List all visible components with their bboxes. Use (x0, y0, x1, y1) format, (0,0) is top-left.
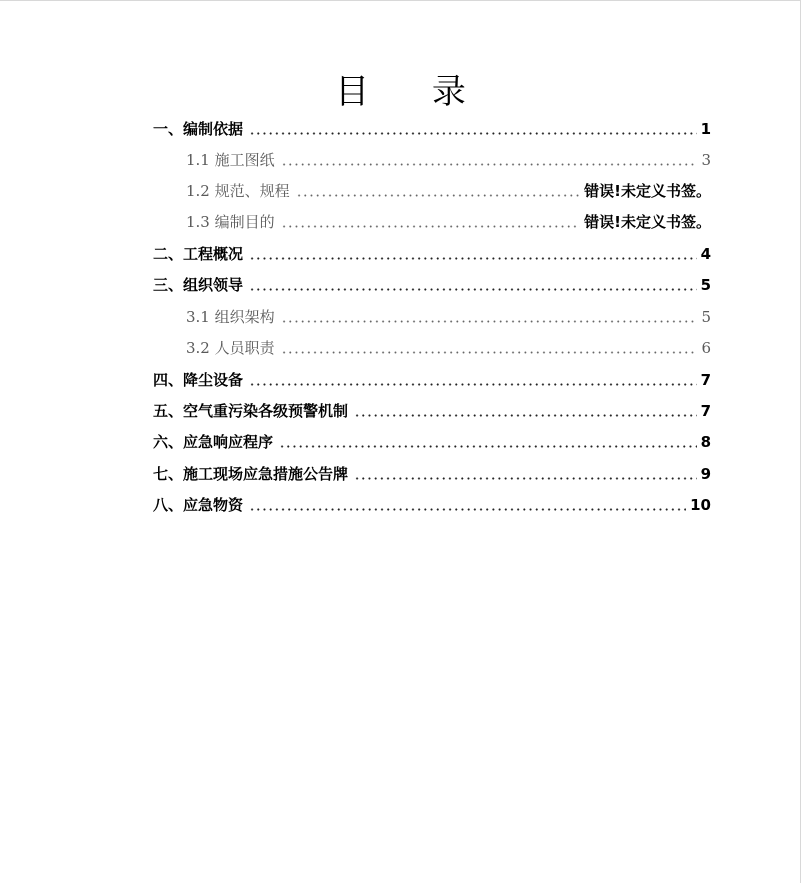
toc-page-number: 10 (690, 496, 711, 514)
toc-leader-dots (281, 320, 698, 323)
toc-entry-label: 八、应急物资 (153, 496, 244, 514)
toc-entry[interactable] (153, 274, 711, 296)
toc-leader-dots (249, 132, 697, 135)
toc-entry[interactable] (153, 431, 711, 453)
toc-leader-dots (249, 257, 697, 260)
toc-page-number: 5 (700, 276, 711, 294)
toc-page-number: 7 (700, 402, 711, 420)
toc-leader-dots (354, 477, 697, 480)
toc-entry-label: 1.2 规范、规程 (186, 182, 290, 200)
toc-entry-label: 1.3 编制目的 (186, 213, 275, 231)
toc-entry[interactable] (186, 180, 711, 202)
toc-entry[interactable] (186, 149, 711, 171)
toc-entry[interactable] (186, 306, 711, 328)
toc-page-number: 1 (700, 120, 711, 138)
toc-leader-dots (281, 163, 698, 166)
toc-entry[interactable] (186, 211, 711, 233)
toc-page-number: 6 (701, 339, 711, 357)
toc-page-number: 8 (700, 433, 711, 451)
toc-page-number: 7 (700, 371, 711, 389)
toc-entry-label: 3.1 组织架构 (186, 308, 275, 326)
toc-entry-label: 五、空气重污染各级预警机制 (153, 402, 349, 420)
toc-leader-dots (279, 445, 697, 448)
toc-entry-label: 3.2 人员职责 (186, 339, 275, 357)
toc-entry[interactable] (153, 463, 711, 485)
toc-page-number: 9 (700, 465, 711, 483)
toc-leader-dots (249, 383, 697, 386)
toc-entry[interactable] (153, 243, 711, 265)
toc-page-number: 错误!未定义书签。 (584, 213, 711, 231)
toc-entry-label: 二、工程概况 (153, 245, 244, 263)
toc-entry[interactable] (153, 118, 711, 140)
toc-entry-label: 1.1 施工图纸 (186, 151, 275, 169)
toc-entry-label: 七、施工现场应急措施公告牌 (153, 465, 349, 483)
toc-entry-label: 四、降尘设备 (153, 371, 244, 389)
toc-entry-label: 六、应急响应程序 (153, 433, 274, 451)
toc-entry[interactable] (153, 494, 711, 516)
toc-page-number: 4 (700, 245, 711, 263)
toc-entry[interactable] (153, 369, 711, 391)
toc-page-number: 5 (701, 308, 711, 326)
toc-leader-dots (281, 351, 698, 354)
toc-entry-label: 一、编制依据 (153, 120, 244, 138)
toc-leader-dots (296, 194, 581, 197)
toc-leader-dots (281, 225, 581, 228)
toc-entry-label: 三、组织领导 (153, 276, 244, 294)
toc-leader-dots (249, 508, 686, 511)
toc-leader-dots (354, 414, 697, 417)
toc-leader-dots (249, 288, 697, 291)
toc-page-number: 3 (701, 151, 711, 169)
toc-entry[interactable] (153, 400, 711, 422)
toc-entry[interactable] (186, 337, 711, 359)
page-title: 目 录 (335, 72, 492, 112)
toc-page-number: 错误!未定义书签。 (584, 182, 711, 200)
